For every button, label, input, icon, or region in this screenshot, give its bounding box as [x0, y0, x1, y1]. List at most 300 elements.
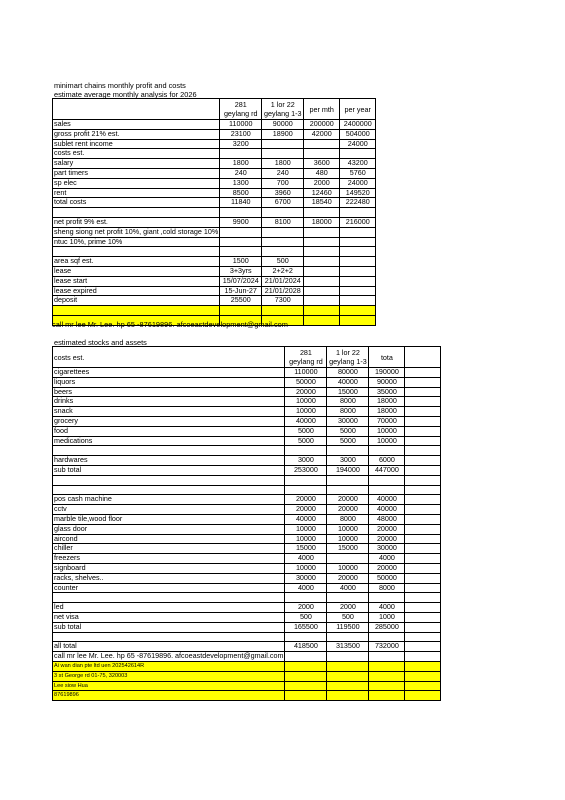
- table-row: [53, 198, 376, 208]
- table-cell: Lee siow Hua: [53, 681, 285, 691]
- company-info-row: [53, 681, 441, 691]
- table-cell: [405, 632, 441, 642]
- header-row: [53, 99, 376, 120]
- table-cell: ntuc 10%, prime 10%: [53, 237, 220, 247]
- table-cell: [304, 296, 340, 306]
- table-cell: [220, 208, 262, 218]
- stocks-title: estimated stocks and assets: [54, 338, 147, 347]
- table-cell: part timers: [53, 168, 220, 178]
- table-cell: [327, 632, 369, 642]
- table-cell: [369, 691, 405, 701]
- table-cell: 216000: [340, 217, 376, 227]
- table-cell: 240: [220, 168, 262, 178]
- table-cell: costs est.: [53, 347, 285, 368]
- table-cell: 87619896: [53, 691, 285, 701]
- table-cell: [405, 622, 441, 632]
- table-cell: all total: [53, 642, 285, 652]
- table-cell: grocery: [53, 416, 285, 426]
- table-cell: 119500: [327, 622, 369, 632]
- table-cell: cigarettees: [53, 368, 285, 378]
- table-cell: 9900: [220, 217, 262, 227]
- table-cell: [405, 446, 441, 456]
- table-cell: [220, 247, 262, 257]
- table-cell: [262, 149, 304, 159]
- table-cell: 2+2+2: [262, 266, 304, 276]
- table-cell: [369, 661, 405, 671]
- highlight-row: [53, 306, 376, 316]
- table-cell: [369, 485, 405, 495]
- table-cell: [369, 593, 405, 603]
- company-info-row: [53, 671, 441, 681]
- table-cell: [220, 227, 262, 237]
- table-cell: [340, 315, 376, 325]
- table-row: [53, 407, 441, 417]
- table-cell: [405, 495, 441, 505]
- table-cell: 25500: [220, 296, 262, 306]
- table-cell: [369, 475, 405, 485]
- table-cell: [285, 671, 327, 681]
- table-cell: 90000: [262, 120, 304, 130]
- table-cell: [304, 139, 340, 149]
- table-cell: 40000: [285, 514, 327, 524]
- table-cell: racks, shelves..: [53, 573, 285, 583]
- table-cell: [340, 296, 376, 306]
- table-cell: [53, 208, 220, 218]
- table-cell: 30000: [369, 544, 405, 554]
- table-cell: 30000: [327, 416, 369, 426]
- table-cell: [220, 306, 262, 316]
- table-cell: [405, 661, 441, 671]
- header-row: [53, 347, 441, 368]
- table-row: [53, 266, 376, 276]
- table-cell: 1300: [220, 178, 262, 188]
- table-cell: [405, 681, 441, 691]
- table-cell: 4000: [285, 583, 327, 593]
- table-cell: 1800: [220, 159, 262, 169]
- table-cell: 6000: [369, 456, 405, 466]
- table-cell: lease start: [53, 276, 220, 286]
- table-row: [53, 603, 441, 613]
- table-cell: 43200: [340, 159, 376, 169]
- table-row: [53, 159, 376, 169]
- table-cell: [405, 485, 441, 495]
- table-cell: [262, 139, 304, 149]
- table-cell: 5000: [327, 426, 369, 436]
- table-cell: 70000: [369, 416, 405, 426]
- table-cell: [340, 257, 376, 267]
- table-row: [53, 227, 376, 237]
- table-row: [53, 563, 441, 573]
- table-cell: 418500: [285, 642, 327, 652]
- table-cell: [327, 475, 369, 485]
- table-row: [53, 257, 376, 267]
- table-cell: [405, 407, 441, 417]
- table-cell: [285, 485, 327, 495]
- table-cell: [53, 99, 220, 120]
- table-cell: 20000: [285, 387, 327, 397]
- table-row: [53, 120, 376, 130]
- table-cell: [262, 227, 304, 237]
- table-cell: marble tile,wood floor: [53, 514, 285, 524]
- table-cell: [405, 671, 441, 681]
- table-row: [53, 426, 441, 436]
- table-cell: 21/01/2028: [262, 286, 304, 296]
- table-cell: [340, 149, 376, 159]
- table-cell: [304, 306, 340, 316]
- table-cell: [405, 603, 441, 613]
- table-cell: [220, 237, 262, 247]
- table-cell: 253000: [285, 465, 327, 475]
- table-cell: 504000: [340, 129, 376, 139]
- table-row: [53, 534, 441, 544]
- table-cell: 2000: [304, 178, 340, 188]
- table-cell: sp elec: [53, 178, 220, 188]
- table-cell: [285, 446, 327, 456]
- table-cell: lease expired: [53, 286, 220, 296]
- table-cell: 11840: [220, 198, 262, 208]
- table-cell: 42000: [304, 129, 340, 139]
- table-cell: sub total: [53, 465, 285, 475]
- table-cell: 281 geylang rd: [285, 347, 327, 368]
- table-cell: 110000: [285, 368, 327, 378]
- table-cell: 4000: [369, 554, 405, 564]
- table-cell: [405, 347, 441, 368]
- table-row: [53, 149, 376, 159]
- table-cell: [285, 475, 327, 485]
- table-row: [53, 612, 441, 622]
- table-cell: [405, 563, 441, 573]
- table-row: [53, 554, 441, 564]
- table-cell: call mr lee Mr. Lee. hp 65 -87619896. afcoeastdevelopment@gmail.com: [54, 651, 284, 661]
- table-cell: 24000: [340, 178, 376, 188]
- table-cell: 10000: [285, 524, 327, 534]
- table-cell: 8000: [327, 397, 369, 407]
- table-cell: area sqf est.: [53, 257, 220, 267]
- table-cell: 15/07/2024: [220, 276, 262, 286]
- table-cell: costs est.: [53, 149, 220, 159]
- contact-line: call mr lee Mr. Lee. hp 65 -87619896. afcoeastdevelopment@gmail.com: [52, 320, 288, 329]
- table-cell: 20000: [285, 495, 327, 505]
- table-cell: 480: [304, 168, 340, 178]
- table-cell: cctv: [53, 505, 285, 515]
- table-cell: [285, 632, 327, 642]
- table-row: [53, 416, 441, 426]
- table-row: [53, 465, 441, 475]
- table-cell: pos cash machine: [53, 495, 285, 505]
- table-cell: [304, 237, 340, 247]
- company-info-row: [53, 661, 441, 671]
- table-cell: [405, 397, 441, 407]
- table-cell: 40000: [327, 377, 369, 387]
- table-cell: 285000: [369, 622, 405, 632]
- table-cell: [369, 652, 405, 662]
- table-cell: 18000: [369, 407, 405, 417]
- table-cell: [327, 671, 369, 681]
- table-cell: [340, 266, 376, 276]
- table-cell: 200000: [304, 120, 340, 130]
- table-cell: [405, 593, 441, 603]
- table-cell: [262, 237, 304, 247]
- table-cell: [340, 227, 376, 237]
- table-cell: [304, 266, 340, 276]
- table-cell: 10000: [285, 563, 327, 573]
- table-cell: 3960: [262, 188, 304, 198]
- table-cell: [405, 524, 441, 534]
- table-cell: [304, 208, 340, 218]
- table-cell: 20000: [369, 563, 405, 573]
- table-cell: 90000: [369, 377, 405, 387]
- table-cell: [369, 632, 405, 642]
- table-cell: [304, 315, 340, 325]
- table-cell: 18900: [262, 129, 304, 139]
- table-cell: 1 lor 22 geylang 1-3: [262, 99, 304, 120]
- table-row: [53, 377, 441, 387]
- table-cell: [405, 514, 441, 524]
- table-row: [53, 247, 376, 257]
- table-cell: 194000: [327, 465, 369, 475]
- table-cell: glass door: [53, 524, 285, 534]
- table-cell: [405, 505, 441, 515]
- table-cell: 447000: [369, 465, 405, 475]
- table-cell: 10000: [327, 563, 369, 573]
- table-cell: 3000: [327, 456, 369, 466]
- table-cell: 5000: [327, 436, 369, 446]
- table-cell: freezers: [53, 554, 285, 564]
- table-cell: 700: [262, 178, 304, 188]
- table-row: [53, 129, 376, 139]
- table-cell: 80000: [327, 368, 369, 378]
- table-cell: [405, 416, 441, 426]
- table-cell: 24000: [340, 139, 376, 149]
- table-row: [53, 296, 376, 306]
- table-cell: 165500: [285, 622, 327, 632]
- table-cell: 149520: [340, 188, 376, 198]
- table-row: [53, 524, 441, 534]
- table-cell: sublet rent income: [53, 139, 220, 149]
- table-cell: [327, 661, 369, 671]
- table-cell: 2000: [285, 603, 327, 613]
- table-cell: 3 st George rd 01-75, 320003: [53, 671, 285, 681]
- table-cell: 3000: [285, 456, 327, 466]
- table-cell: 732000: [369, 642, 405, 652]
- table-cell: [285, 652, 327, 662]
- table-cell: [327, 681, 369, 691]
- table-cell: lease: [53, 266, 220, 276]
- table-row: [53, 495, 441, 505]
- table-cell: [285, 661, 327, 671]
- table-cell: [327, 691, 369, 701]
- table-cell: hardwares: [53, 456, 285, 466]
- table-cell: 23100: [220, 129, 262, 139]
- table-cell: [262, 247, 304, 257]
- table-cell: [405, 583, 441, 593]
- table-cell: 48000: [369, 514, 405, 524]
- table-row: [53, 276, 376, 286]
- table-row: [53, 139, 376, 149]
- table-cell: 15000: [327, 387, 369, 397]
- table-cell: 5000: [285, 426, 327, 436]
- table-cell: per mth: [304, 99, 340, 120]
- table-cell: 7300: [262, 296, 304, 306]
- table-cell: chiller: [53, 544, 285, 554]
- table-cell: 50000: [369, 573, 405, 583]
- table-cell: rent: [53, 188, 220, 198]
- table-cell: [304, 276, 340, 286]
- table-cell: led: [53, 603, 285, 613]
- table-cell: 40000: [285, 416, 327, 426]
- table-cell: 2400000: [340, 120, 376, 130]
- table-cell: 281 geylang rd: [220, 99, 262, 120]
- table-row: [53, 544, 441, 554]
- table-row: [53, 593, 441, 603]
- table-cell: 500: [285, 612, 327, 622]
- table-cell: sub total: [53, 622, 285, 632]
- table-cell: [369, 681, 405, 691]
- table-cell: 18540: [304, 198, 340, 208]
- table-cell: [405, 436, 441, 446]
- table-row: [53, 387, 441, 397]
- table-cell: 8000: [369, 583, 405, 593]
- table-row: [53, 188, 376, 198]
- table-cell: [262, 208, 304, 218]
- table-cell: sheng siong net profit 10%, giant ,cold storage 10%: [54, 226, 219, 236]
- table-row: [53, 456, 441, 466]
- contact-row: [53, 652, 441, 662]
- table-cell: 1800: [262, 159, 304, 169]
- table-cell: [340, 306, 376, 316]
- table-cell: 10000: [285, 407, 327, 417]
- table-row: [53, 475, 441, 485]
- table-cell: 222480: [340, 198, 376, 208]
- table-row: [53, 622, 441, 632]
- table-cell: [405, 544, 441, 554]
- table-row: [53, 178, 376, 188]
- table-cell: salary: [53, 159, 220, 169]
- table-cell: 18000: [369, 397, 405, 407]
- stocks-assets-table: [52, 346, 441, 701]
- table-cell: 2000: [327, 603, 369, 613]
- table-cell: [304, 149, 340, 159]
- table-cell: snack: [53, 407, 285, 417]
- table-cell: 8100: [262, 217, 304, 227]
- table-row: [53, 505, 441, 515]
- table-cell: 500: [262, 257, 304, 267]
- table-cell: 5760: [340, 168, 376, 178]
- table-cell: [405, 387, 441, 397]
- table-cell: [304, 257, 340, 267]
- table-cell: 35000: [369, 387, 405, 397]
- table-cell: 4000: [327, 583, 369, 593]
- table-cell: [53, 485, 285, 495]
- table-row: [53, 208, 376, 218]
- table-cell: 15000: [327, 544, 369, 554]
- table-cell: [220, 149, 262, 159]
- table-cell: [327, 446, 369, 456]
- table-cell: [405, 642, 441, 652]
- table-cell: [340, 208, 376, 218]
- table-cell: [405, 691, 441, 701]
- table-cell: 50000: [285, 377, 327, 387]
- table-row: [53, 485, 441, 495]
- table-cell: 190000: [369, 368, 405, 378]
- table-cell: 20000: [327, 573, 369, 583]
- table-cell: [327, 593, 369, 603]
- table-cell: [369, 671, 405, 681]
- table-cell: 15000: [285, 544, 327, 554]
- table-row: [53, 217, 376, 227]
- table-row: [53, 573, 441, 583]
- table-cell: [340, 276, 376, 286]
- table-cell: [53, 306, 220, 316]
- table-cell: [285, 593, 327, 603]
- table-cell: food: [53, 426, 285, 436]
- table-cell: 40000: [369, 505, 405, 515]
- table-cell: 20000: [327, 505, 369, 515]
- profit-costs-table: [52, 98, 376, 326]
- table-cell: [405, 573, 441, 583]
- table-row: [53, 397, 441, 407]
- table-cell: per year: [340, 99, 376, 120]
- table-row: [53, 286, 376, 296]
- table-cell: [327, 485, 369, 495]
- table-cell: net visa: [53, 612, 285, 622]
- table-cell: tota: [369, 347, 405, 368]
- table-cell: 10000: [327, 534, 369, 544]
- table-cell: 20000: [285, 505, 327, 515]
- table-cell: [304, 227, 340, 237]
- table-cell: 313500: [327, 642, 369, 652]
- table-cell: 10000: [285, 534, 327, 544]
- sheet-title: minimart chains monthly profit and costs: [54, 81, 186, 90]
- table-row: [53, 436, 441, 446]
- table-cell: 8000: [327, 514, 369, 524]
- table-cell: [53, 247, 220, 257]
- table-cell: [285, 681, 327, 691]
- table-cell: [369, 446, 405, 456]
- table-cell: liquors: [53, 377, 285, 387]
- table-cell: sales: [53, 120, 220, 130]
- table-cell: [340, 286, 376, 296]
- table-cell: 18000: [304, 217, 340, 227]
- table-cell: [327, 554, 369, 564]
- table-cell: 500: [327, 612, 369, 622]
- table-row: [53, 237, 376, 247]
- table-cell: drinks: [53, 397, 285, 407]
- table-cell: [405, 368, 441, 378]
- table-cell: [304, 286, 340, 296]
- table-row: [53, 632, 441, 642]
- table-cell: 30000: [285, 573, 327, 583]
- table-row: [53, 446, 441, 456]
- table-cell: [53, 475, 285, 485]
- table-cell: [262, 306, 304, 316]
- table-cell: [53, 593, 285, 603]
- table-row: [53, 583, 441, 593]
- table-cell: 3+3yrs: [220, 266, 262, 276]
- table-cell: 12460: [304, 188, 340, 198]
- table-cell: medications: [53, 436, 285, 446]
- table-cell: 1 lor 22 geylang 1-3: [327, 347, 369, 368]
- table-cell: deposit: [53, 296, 220, 306]
- table-cell: 10000: [327, 524, 369, 534]
- table-cell: 1500: [220, 257, 262, 267]
- table-cell: [405, 465, 441, 475]
- table-cell: 10000: [369, 426, 405, 436]
- table-cell: [405, 426, 441, 436]
- table-cell: net profit 9% est.: [53, 217, 220, 227]
- table-cell: 20000: [327, 495, 369, 505]
- table-cell: 1000: [369, 612, 405, 622]
